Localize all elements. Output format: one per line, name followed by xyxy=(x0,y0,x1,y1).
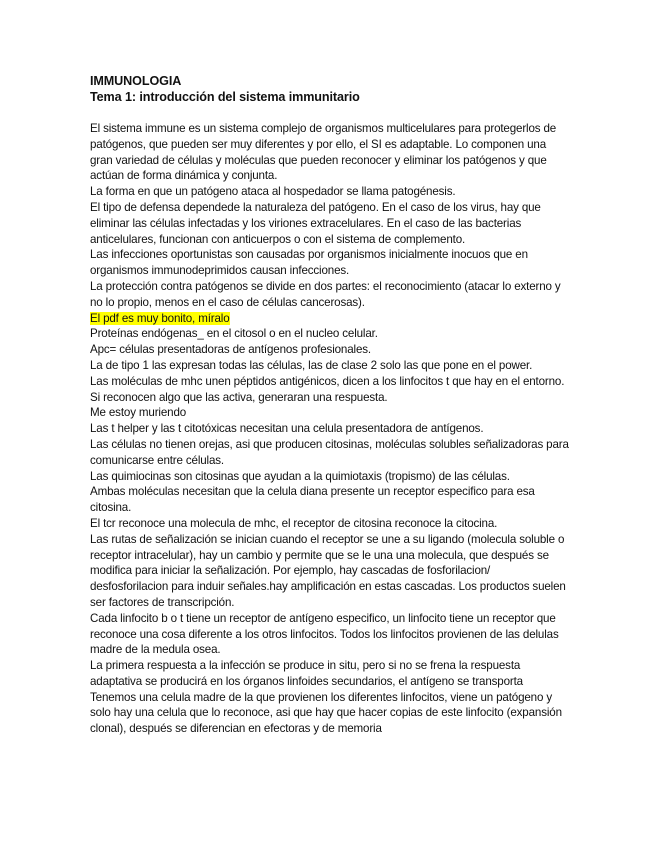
paragraph: Las quimiocinas son citosinas que ayudan a la quimiotaxis (tropismo) de las células. xyxy=(90,469,510,483)
paragraph: Las infecciones oportunistas son causadas por organismos inicialmente inocuos que en organismos immunodeprimidos causan infecciones. xyxy=(90,248,528,278)
paragraph: Cada linfocito b o t tiene un receptor de antígeno especifico, un linfocito tiene un receptor que reconoce una cosa diferente a los otros linfocitos. Todos los linfocitos provienen de las delulas madre de la medula osea. xyxy=(90,611,559,657)
paragraph: Las células no tienen orejas, asi que producen citosinas, moléculas solubles señalizadoras para comunicarse entre células. xyxy=(90,437,569,467)
paragraph: El sistema immune es un sistema complejo de organismos multicelulares para protegerlos de patógenos, que pueden ser muy diferentes y por ello, el SI es adaptable. Lo componen una gran variedad de células y moléculas que pueden reconocer y eliminar los patógenos y que actúan de forma dinámica y conjunta. xyxy=(90,122,557,183)
highlight-mark: El pdf es muy bonito, míralo xyxy=(90,311,230,325)
paragraph: El tcr reconoce una molecula de mhc, el receptor de citosina reconoce la citocina. xyxy=(90,516,498,530)
highlighted-paragraph xyxy=(90,311,570,327)
blank-line xyxy=(90,105,570,121)
paragraph: Me estoy muriendo xyxy=(90,406,187,420)
paragraph: Las t helper y las t citotóxicas necesitan una celula presentadora de antígenos. xyxy=(90,422,484,436)
paragraph: Apc= células presentadoras de antígenos profesionales. xyxy=(90,343,371,357)
document-subtitle: Tema 1: introducción del sistema immunitario xyxy=(90,90,360,104)
document-title: IMMUNOLOGIA xyxy=(90,74,182,88)
paragraph: La de tipo 1 las expresan todas las células, las de clase 2 solo las que pone en el power. xyxy=(90,358,533,372)
paragraph: La forma en que un patógeno ataca al hospedador se llama patogénesis. xyxy=(90,185,456,199)
document-body xyxy=(90,73,570,737)
paragraph: Ambas moléculas necesitan que la celula diana presente un receptor especifico para esa citosina. xyxy=(90,485,535,515)
paragraph: Las moléculas de mhc unen péptidos antigénicos, dicen a los linfocitos t que hay en el entorno. Si reconocen algo que las activa, generaran una respuesta. xyxy=(90,374,565,404)
paragraph: Las rutas de señalización se inician cuando el receptor se une a su ligando (molecula soluble o receptor intracelular), hay un cambio y permite que se le una una molecula, que después se modifica para iniciar la señalización. Por ejemplo, hay cascadas de fosforilacion/ desfosforilacion para induir señales.hay amplificación en estas cascadas. Los productos suelen ser factores de transcripción. xyxy=(90,532,566,609)
paragraph: Proteínas endógenas_ en el citosol o en el nucleo celular. xyxy=(90,327,378,341)
paragraph-list xyxy=(90,121,570,737)
paragraph: La primera respuesta a la infección se produce in situ, pero si no se frena la respuesta adaptativa se producirá en los órganos linfoides secundarios, el antígeno se transporta xyxy=(90,659,523,688)
paragraph: Tenemos una celula madre de la que provienen los diferentes linfocitos, viene un patógeno y solo hay una celula que lo reconoce, asi que hay que hacer copias de este linfocito (expansión clonal), después se diferencian en efectoras y de memoria xyxy=(90,690,562,736)
paragraph: El tipo de defensa dependede la naturaleza del patógeno. En el caso de los virus, hay que eliminar las células infectadas y los viriones extracelulares. En el caso de las bacterias anticelulares, funcionan con anticuerpos o con el sistema de complemento. xyxy=(90,200,541,246)
paragraph: La protección contra patógenos se divide en dos partes: el reconocimiento (atacar lo externo y no lo propio, menos en el caso de células cancerosas). xyxy=(90,279,561,309)
